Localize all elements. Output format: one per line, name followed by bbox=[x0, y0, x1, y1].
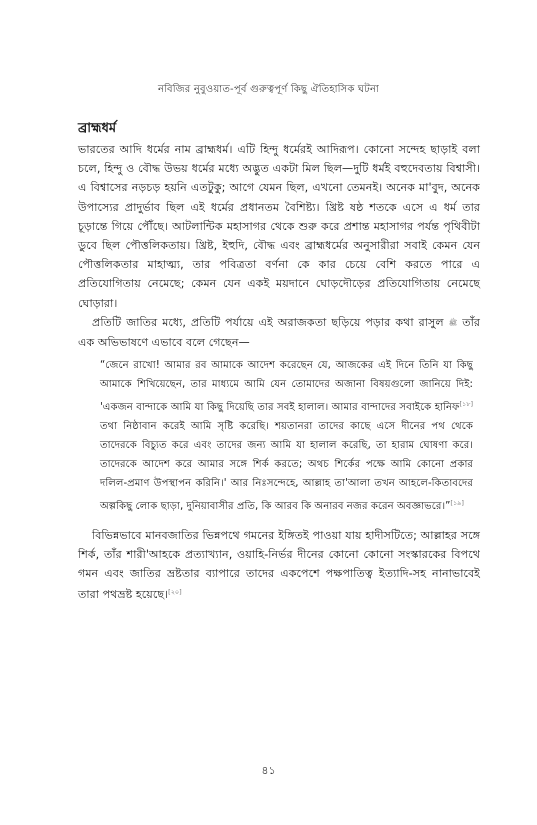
salawat-symbol: ﷺ bbox=[448, 318, 458, 327]
paragraph-intro: ভারতের আদি ধর্মের নাম ব্রাহ্মধর্ম। এটি হিন্দু ধর্মেরই আদিরূপ। কোনো সন্দেহ ছাড়াই বলা চলে, হিন্দু ও বৌদ্ধ উভয় ধর্মের মধ্যে অদ্ভুত একটা মিল ছিল—দুটি ধর্মই বহুদেবতায় বিশ্বাসী। এ বিশ্বাসের নড়চড় হয়নি এতটুকু; আগে যেমন ছিল, এখনো তেমনই। অনেক মা'বুদ, অনেক উপাস্যের প্রাদুর্ভাব ছিল এই ধর্মের প্রধানতম বৈশিষ্ট্য। খ্রিষ্ট ষষ্ঠ শতকে এসে এ ধর্ম তার চূড়ান্তে গিয়ে পৌঁছে। আটলান্টিক মহাসাগর থেকে শুরু করে প্রশান্ত মহাসাগর পর্যন্ত পৃথিবীটা ডুবে ছিল পৌত্তলিকতায়। খ্রিষ্ট, ইহুদি, বৌদ্ধ এবং ব্রাহ্মধর্মের অনুসারীরা সবাই কেমন যেন পৌত্তলিকতার মাহাত্ম্য, তার পবিত্রতা বর্ণনা কে কার চেয়ে বেশি করতে পারে এ প্রতিযোগিতায় নেমেছে; কেমন যেন একই ময়দানে ঘোড়দৌড়ের প্রতিযোগিতায় নেমেছে ঘোড়ারা। bbox=[78, 143, 480, 310]
running-header: নবিজির নুবুওয়াত-পূর্ব গুরুত্বপূর্ণ কিছু ঐতিহাসিক ঘটনা bbox=[157, 84, 380, 95]
paragraph-conclusion bbox=[78, 526, 480, 605]
paragraph-hadith-intro-text: প্রতিটি জাতির মধ্যে, প্রতিটি পর্যায়ে এই অরাজকতা ছড়িয়ে পড়ার কথা রাসুল bbox=[92, 315, 449, 329]
page-content bbox=[78, 120, 480, 605]
footnote-ref-19[interactable]: [১৯] bbox=[450, 498, 464, 507]
section-heading: ব্রাহ্মধর্ম bbox=[78, 121, 117, 136]
page-number: ৪১ bbox=[261, 764, 276, 777]
hadith-quote-part2: তথা নিষ্ঠাবান করেই আমি সৃষ্টি করেছি। শয়তানরা তাদের কাছে এসে দীনের পথ থেকে তাদেরকে বিচ্যুত করে এবং তাদের জন্য আমি যা হালাল করেছি, তা হারাম ঘোষণা করে। তাদেরকে আদেশ করে আমার সঙ্গে শির্ক করতে; অথচ শির্কের পক্ষে আমি কোনো প্রকার দলিল-প্রমাণ উপস্থাপন করিনি।' আর নিঃসন্দেহে, আল্লাহ তা'আলা তখন আহলে-কিতাবদের অল্পকিছু লোক ছাড়া, দুনিয়াবাসীর প্রতি, কি আরব কি অনারব নজর করেন অবজ্ঞাভরে।” bbox=[100, 420, 473, 512]
paragraph-hadith-intro-tail: তাঁর এক অভিভাষণে এভাবে বলে গেছেন— bbox=[78, 315, 480, 350]
hadith-quote-part1: “জেনে রাখো! আমার রব আমাকে আদেশ করেছেন যে, আজকের এই দিনে তিনি যা কিছু আমাকে শিখিয়েছেন, তার মাধ্যমে আমি যেন তোমাদের অজানা বিষয়গুলো জানিয়ে দিই: 'একজন বান্দাকে আমি যা কিছু দিয়েছি তার সবই হালাল। আমার বান্দাদের সবাইকে হানিফ bbox=[100, 360, 473, 413]
footnote-ref-18[interactable]: [১৮] bbox=[459, 399, 473, 408]
paragraph-hadith-intro bbox=[78, 313, 480, 352]
paragraph-conclusion-text: বিভিন্নভাবে মানবজাতির ভিন্নপথে গমনের ইঙ্গিতই পাওয়া যায় হাদীসটিতে; আল্লাহর সঙ্গে শির্ক, তাঁর শারী'আহকে প্রত্যাখ্যান, ওয়াহি-নির্ভর দীনের কোনো কোনো সংস্কারকের বিপথে গমন এবং জাতির ভ্রষ্টতার ব্যাপারে তাদের একপেশে পক্ষপাতিত্ব ইত্যাদি-সহ নানাভাবেই তারা পথভ্রষ্ট হয়েছে। bbox=[78, 528, 480, 602]
footnote-ref-20[interactable]: [২০] bbox=[168, 588, 182, 597]
hadith-quote bbox=[100, 356, 473, 516]
